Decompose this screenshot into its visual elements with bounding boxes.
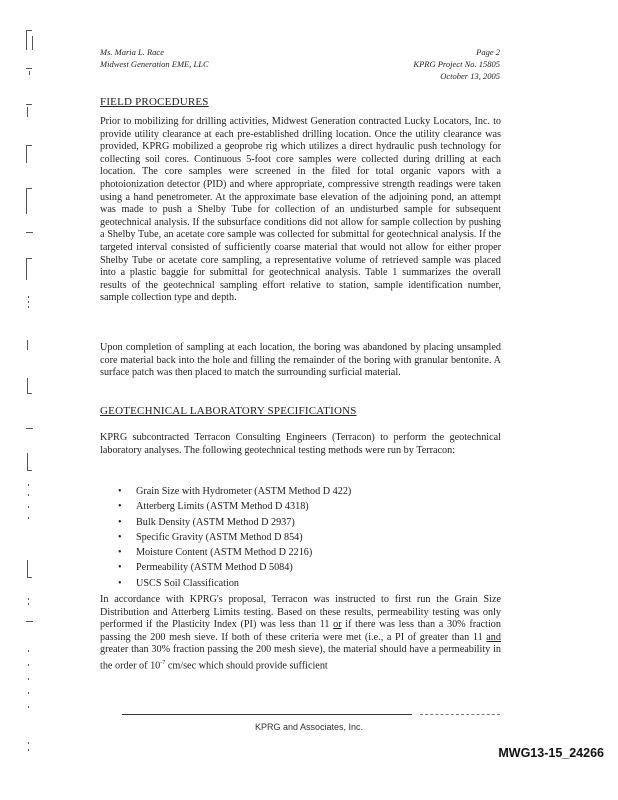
list-item: • Grain Size with Hydrometer (ASTM Method D 422): [118, 484, 351, 499]
emphasis-and: and: [486, 631, 501, 643]
testing-methods-list: [118, 484, 351, 591]
footer-divider-dashed: [420, 714, 500, 715]
letter-header-left: [100, 46, 209, 70]
list-item: • USCS Soil Classification: [118, 576, 351, 591]
footer-divider: [122, 714, 412, 715]
list-item: • Permeability (ASTM Method D 5084): [118, 560, 351, 575]
letter-header-right: [413, 46, 500, 82]
field-procedures-heading: FIELD PROCEDURES: [100, 96, 209, 108]
list-item: • Specific Gravity (ASTM Method D 854): [118, 530, 351, 545]
letter-date: October 13, 2005: [440, 71, 500, 81]
geotechnical-paragraph-1: KPRG subcontracted Terracon Consulting Engineers (Terracon) to perform the geotechnical laboratory analyses. The following geotechnical testing methods were run by Terracon:: [100, 432, 501, 456]
list-item: • Moisture Content (ASTM Method D 2216): [118, 545, 351, 560]
page-number: Page 2: [476, 47, 500, 57]
geotechnical-paragraph-2: In accordance with KPRG's proposal, Terracon was instructed to first run the Grain Size Distribution and Atterberg Limits testing. Based on these results, permeability testing was only performed if the Plasticity Index (PI) was less than 11 or if there was less than a 30% fraction passing the 200 mesh sieve. If both of these criteria were met (i.e., a PI of greater than 11 and greater than 30% fraction passing the 200 mesh sieve), the material should have a permeability in the order of $10^{-7}$ cm/sec which should provide sufficient: [100, 594, 501, 672]
emphasis-or: or: [333, 619, 342, 631]
recipient-company: Midwest Generation EME, LLC: [100, 59, 209, 69]
geotechnical-heading: GEOTECHNICAL LABORATORY SPECIFICATIONS: [100, 405, 357, 417]
project-number: KPRG Project No. 15805: [413, 59, 500, 69]
field-procedures-paragraph-2: Upon completion of sampling at each location, the boring was abandoned by placing unsampled core material back into the hole and filling the remainder of the boring with granular bentonite. A surface patch was then placed to match the surrounding surficial material.: [100, 342, 501, 379]
exponent: -7: [160, 659, 166, 666]
list-item: • Bulk Density (ASTM Method D 2937): [118, 515, 351, 530]
field-procedures-paragraph-1: Prior to mobilizing for drilling activities, Midwest Generation contracted Lucky Locators, Inc. to provide utility clearance at each pre-established drilling location. Once the utility clearance was provided, KPRG mobilized a geoprobe rig which utilizes a direct hydraulic push technology for collecting soil cores. Continuous 5-foot core samples were collected during drilling at each location. The core samples were screened in the filed for total organic vapors with a photoionization detector (PID) and where appropriate, compressive strength readings were taken using a hand penetrometer. At the approximate base elevation of the adjoining pond, an attempt was made to push a Shelby Tube for collection of an undisturbed sample for subsequent geotechnical analysis. If the subsurface conditions did not allow for sample collection by pushing a Shelby Tube, an acetate core sample was collected for submittal for geotechnical analysis. If the targeted interval consisted of sufficiently coarse material that would not allow for either proper Shelby Tube or acetate core sampling, a representative volume of retrieved sample was placed into a plastic baggie for submittal for geotechnical analysis. Table 1 summarizes the overall results of the geotechnical sampling effort relative to station, sample identification number, sample collection type and depth.: [100, 116, 501, 304]
list-item: • Atterberg Limits (ASTM Method D 4318): [118, 499, 351, 514]
recipient-name: Ms. Maria L. Race: [100, 47, 164, 57]
footer-company: KPRG and Associates, Inc.: [254, 722, 364, 732]
bates-number: MWG13-15_24266: [498, 746, 604, 760]
